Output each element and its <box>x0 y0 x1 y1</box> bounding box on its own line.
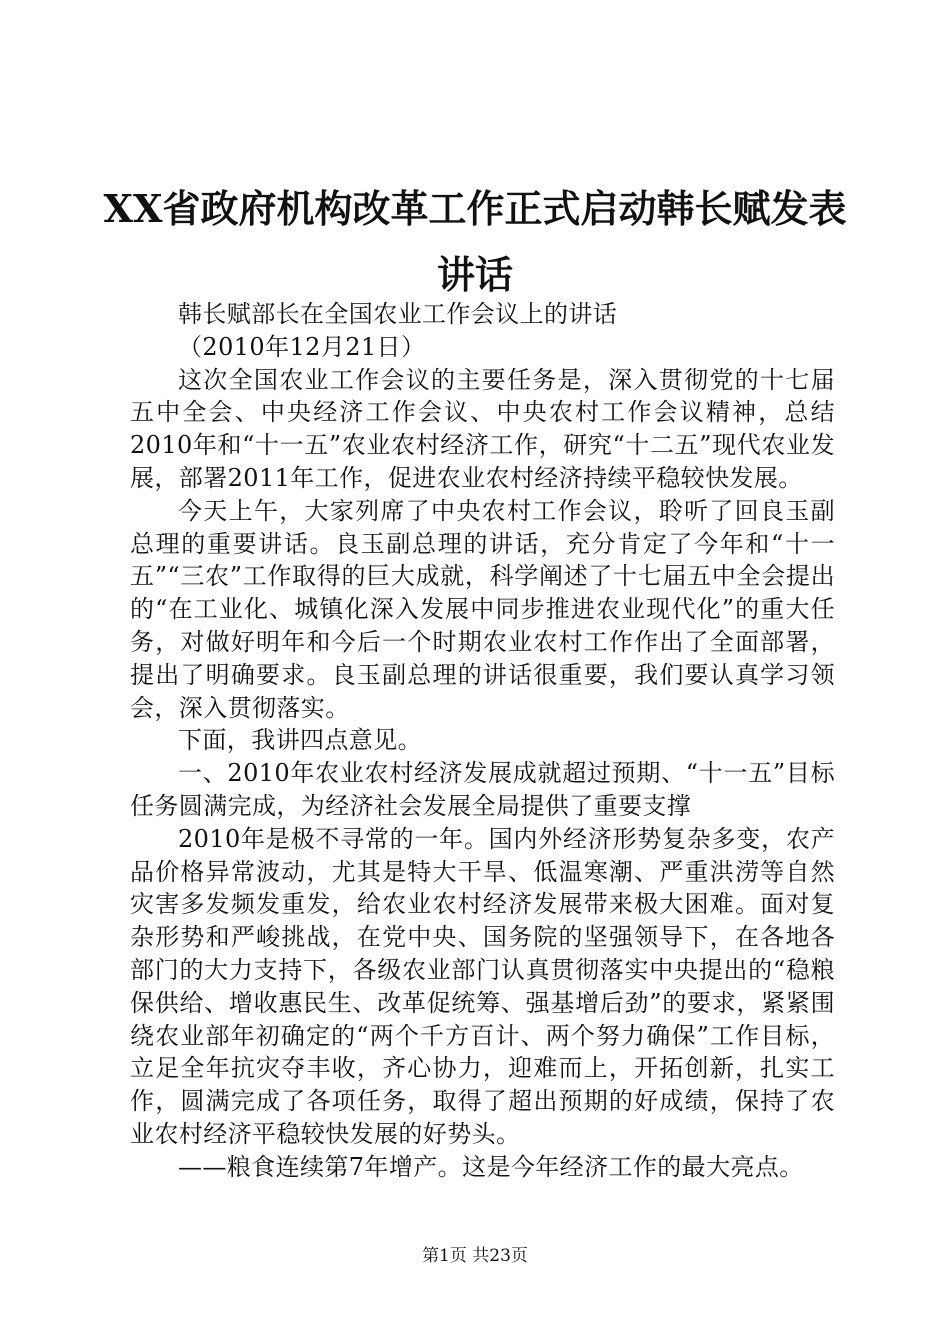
document-body <box>130 298 835 1184</box>
paragraph-date: （2010年12月21日） <box>178 332 426 361</box>
section-heading-one: 一、2010年农业农村经济发展成就超过预期、“十一五”目标任务圆满完成，为经济社会发展全局提供了重要支撑 <box>130 759 835 820</box>
paragraph-grain-increase: ——粮食连续第7年增产。这是今年经济工作的最大亮点。 <box>178 1152 804 1181</box>
page-number-footer: 第1页 共23页 <box>422 1246 528 1266</box>
paragraph-speech-heading: 韩长赋部长在全国农业工作会议上的讲话 <box>178 300 618 328</box>
document-title: XX省政府机构改革工作正式启动韩长赋发表讲话 <box>103 186 847 297</box>
paragraph-2010-review: 2010年是极不寻常的一年。国内外经济形势复杂多变，农产品价格异常波动，尤其是特大干旱、低温寒潮、严重洪涝等自然灾害多发频发重发，给农业农村经济发展带来极大困难。面对复杂形势和严峻挑战，在党中央、国务院的坚强领导下，在各地各部门的大力支持下，各级农业部门认真贯彻落实中央提出的“稳粮保供给、增收惠民生、改革促统筹、强基增后劲”的要求，紧紧围绕农业部年初确定的“两个千方百计、两个努力确保”工作目标，立足全年抗灾夺丰收，齐心协力，迎难而上，开拓创新，扎实工作，圆满完成了各项任务，取得了超出预期的好成绩，保持了农业农村经济平稳较快发展的好势头。 <box>130 824 835 1148</box>
paragraph-morning-meeting: 今天上午，大家列席了中央农村工作会议，聆听了回良玉副总理的重要讲话。良玉副总理的讲话，充分肯定了今年和“十一五”“三农”工作取得的巨大成就，科学阐述了十七届五中全会提出的“在工业化、城镇化深入发展中同步推进农业现代化”的重大任务，对做好明年和今后一个时期农业农村工作作出了全面部署，提出了明确要求。良玉副总理的讲话很重要，我们要认真学习领会，深入贯彻落实。 <box>130 496 835 722</box>
paragraph-meeting-tasks: 这次全国农业工作会议的主要任务是，深入贯彻党的十七届五中全会、中央经济工作会议、中央农村工作会议精神，总结2010年和“十一五”农业农村经济工作，研究“十二五”现代农业发展，部署2011年工作，促进农业农村经济持续平稳较快发展。 <box>130 365 835 492</box>
paragraph-four-points: 下面，我讲四点意见。 <box>178 726 422 755</box>
